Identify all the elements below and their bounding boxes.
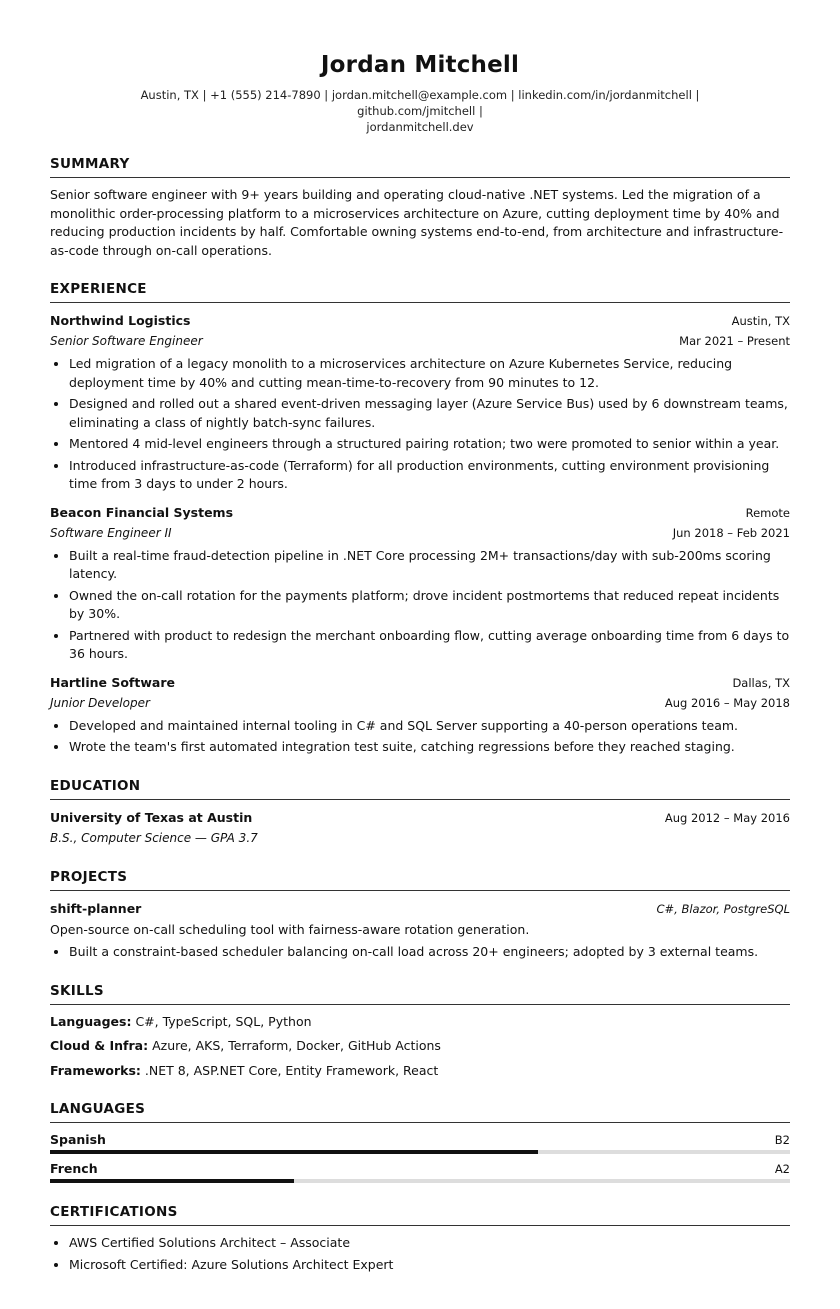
job-location: Dallas, TX [732, 675, 790, 690]
project-bullet: • Built a constraint-based scheduler balancing on-call load across 20+ engineers; adopted by 3 external teams. [69, 943, 790, 962]
certifications-section [50, 1203, 790, 1274]
project-tech: C#, Blazor, PostgreSQL [656, 901, 790, 916]
education-section [50, 777, 790, 848]
language-level: A2 [774, 1162, 790, 1176]
job-role: Junior Developer [50, 695, 150, 710]
summary-section [50, 155, 790, 260]
company-name: Beacon Financial Systems [50, 504, 234, 520]
skill-group [50, 1037, 790, 1056]
skill-label: Frameworks: [50, 1062, 141, 1078]
job-entry [50, 503, 790, 664]
proficiency-bar [50, 1150, 790, 1154]
job-bullet: • Developed and maintained internal tooling in C# and SQL Server supporting a 40-person operations team. [69, 717, 790, 736]
skills-section [50, 982, 790, 1081]
job-bullet: • Owned the on-call rotation for the payments platform; drove incident postmortems that reduced repeat incidents by 30%. [69, 587, 790, 624]
job-entry [50, 311, 790, 494]
candidate-name: Jordan Mitchell [320, 52, 520, 78]
section-title: PROJECTS [50, 868, 790, 891]
skill-value: Azure, AKS, Terraform, Docker, GitHub Actions [152, 1038, 441, 1053]
project-description: Open-source on-call scheduling tool with fairness-aware rotation generation. [50, 921, 530, 937]
job-dates: Mar 2021 – Present [679, 334, 790, 348]
job-bullet: • Mentored 4 mid-level engineers through a structured pairing rotation; two were promoted to senior within a year. [69, 435, 790, 454]
language-name: Spanish [50, 1132, 106, 1147]
job-bullets [50, 547, 790, 664]
section-title: CERTIFICATIONS [50, 1203, 790, 1226]
job-bullets [50, 355, 790, 494]
contact-info [90, 87, 750, 135]
section-title: SKILLS [50, 982, 790, 1005]
job-bullet: • Wrote the team's first automated integration test suite, catching regressions before they reached staging. [69, 738, 790, 757]
job-location: Austin, TX [731, 314, 790, 328]
project-name: shift-planner [50, 900, 142, 916]
section-title: EXPERIENCE [50, 280, 790, 303]
language-name: French [50, 1161, 98, 1176]
section-title: EDUCATION [50, 777, 790, 800]
language-level: B2 [774, 1133, 790, 1147]
project-bullets [50, 943, 790, 962]
summary-text: Senior software engineer with 9+ years building and operating cloud-native .NET systems. Led the migration of a monolithic order-processing platform to a microservices architecture on Azure, cutting deployment time by 40% and reducing production incidents by half. Comfortable owning systems end-to-end, from architecture and infrastructure-as-code through on-call operations. [50, 187, 784, 258]
job-dates: Jun 2018 – Feb 2021 [672, 525, 790, 540]
company-name: Northwind Logistics [50, 313, 191, 328]
job-bullet: • Designed and rolled out a shared event-driven messaging layer (Azure Service Bus) used by 6 downstream teams, eliminating a class of nightly batch-sync failures. [69, 395, 790, 432]
language-entry [50, 1160, 790, 1183]
job-bullets [50, 717, 790, 757]
skill-label: Cloud & Infra: [50, 1038, 149, 1053]
proficiency-bar-fill [50, 1150, 538, 1154]
languages-section [50, 1100, 790, 1183]
job-role: Software Engineer II [50, 525, 172, 540]
section-title: SUMMARY [50, 155, 790, 178]
contact-line: Austin, TX | +1 (555) 214-7890 | jordan.mitchell@example.com | linkedin.com/in/jordanmitchell | github.com/jmitchell | [140, 88, 700, 118]
job-bullet: • Partnered with product to redesign the merchant onboarding flow, cutting average onboarding time from 6 days to 36 hours. [69, 627, 790, 664]
job-entry [50, 673, 790, 757]
proficiency-bar [50, 1179, 790, 1183]
proficiency-bar-fill [50, 1179, 294, 1183]
skill-group [50, 1062, 790, 1081]
skill-label: Languages: [50, 1013, 132, 1029]
job-dates: Aug 2016 – May 2018 [664, 695, 790, 710]
degree: B.S., Computer Science — GPA 3.7 [50, 830, 258, 845]
skill-value: C#, TypeScript, SQL, Python [135, 1013, 312, 1029]
education-dates: Aug 2012 – May 2016 [664, 810, 790, 825]
certification-item: • Microsoft Certified: Azure Solutions Architect Expert [69, 1256, 790, 1275]
skill-group [50, 1013, 790, 1032]
job-bullet: • Led migration of a legacy monolith to a microservices architecture on Azure Kubernetes Service, reducing deployment time by 40% and cutting mean-time-to-recovery from 90 minutes to 12. [69, 355, 790, 392]
language-entry [50, 1131, 790, 1154]
school-name: University of Texas at Austin [50, 809, 253, 825]
section-title: LANGUAGES [50, 1100, 790, 1123]
skill-value: .NET 8, ASP.NET Core, Entity Framework, React [144, 1062, 439, 1078]
job-bullet: • Built a real-time fraud-detection pipeline in .NET Core processing 2M+ transactions/day with sub-200ms scoring latency. [69, 547, 790, 584]
job-bullet: • Introduced infrastructure-as-code (Terraform) for all production environments, cutting environment provisioning time from 3 days to under 2 hours. [69, 457, 790, 494]
job-location: Remote [745, 505, 790, 520]
experience-section [50, 280, 790, 757]
job-role: Senior Software Engineer [50, 334, 203, 348]
contact-line: jordanmitchell.dev [366, 120, 474, 134]
certification-list [50, 1234, 790, 1274]
projects-section [50, 868, 790, 962]
company-name: Hartline Software [50, 674, 175, 690]
certification-item: • AWS Certified Solutions Architect – Associate [69, 1234, 790, 1253]
